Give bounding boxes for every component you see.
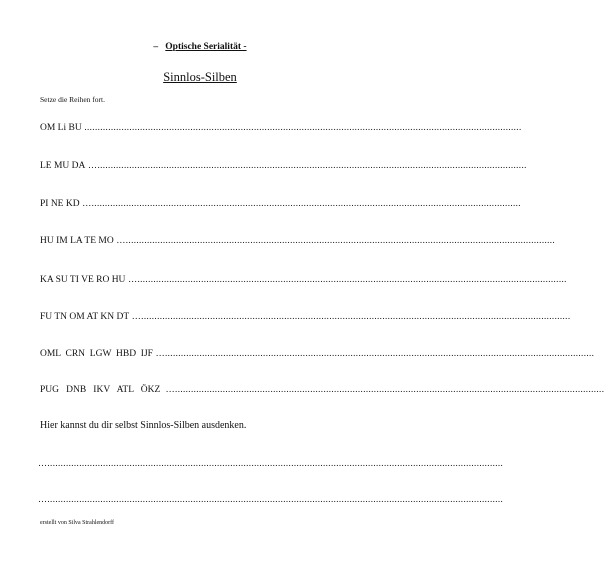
blank-line-2[interactable]: …............................................................................................................................................................................ (38, 494, 504, 504)
sequence-row-6 (40, 311, 571, 325)
sequence-row-8 (40, 384, 604, 398)
sequence-label: FU TN OM AT KN DT (40, 312, 130, 322)
sequence-label: HU IM LA TE MO (40, 236, 114, 246)
sequence-label: PI NE KD (40, 199, 80, 209)
fill-in-line[interactable]: ….................................................................................................................................................................. (79, 198, 521, 208)
fill-in-line[interactable]: ….................................................................................................................................................................. (85, 160, 527, 170)
instruction-text: Setze die Reihen fort. (40, 95, 105, 104)
fill-in-line[interactable]: ..................................................................................................................................................................... (81, 122, 522, 132)
sequence-label: OML CRN LGW HBD IJF (40, 349, 153, 359)
sequence-row-3 (40, 198, 521, 212)
author-credit: erstellt von Silva Strahlendorff (40, 520, 115, 526)
worksheet-title: Optische Serialität - (165, 42, 247, 52)
sequence-row-5 (40, 274, 567, 288)
fill-in-line[interactable]: ….................................................................................................................................................................. (152, 348, 595, 358)
sequence-row-1 (40, 122, 522, 136)
sequence-label: LE MU DA (40, 161, 86, 171)
worksheet-subtitle: Sinnlos-Silben (163, 70, 237, 84)
fill-in-line[interactable]: ….................................................................................................................................................................. (113, 235, 556, 245)
sequence-row-4 (40, 235, 556, 249)
header-dash: – (153, 42, 159, 52)
worksheet-header (0, 42, 400, 52)
sequence-row-2 (40, 160, 527, 174)
sequence-label: KA SU TI VE RO HU (40, 275, 126, 285)
fill-in-line[interactable]: ….................................................................................................................................................................. (129, 311, 571, 321)
own-syllables-prompt: Hier kannst du dir selbst Sinnlos-Silben ausdenken. (40, 420, 247, 431)
blank-line-1[interactable]: …............................................................................................................................................................................ (38, 458, 504, 468)
sequence-label: PUG DNB IKV ATL ÖKZ (40, 385, 161, 395)
sequence-row-7 (40, 348, 595, 362)
sequence-label: OM Li BU (40, 123, 82, 133)
fill-in-line[interactable]: ….................................................................................................................................................................. (160, 384, 604, 394)
fill-in-line[interactable]: ….................................................................................................................................................................. (125, 274, 567, 284)
